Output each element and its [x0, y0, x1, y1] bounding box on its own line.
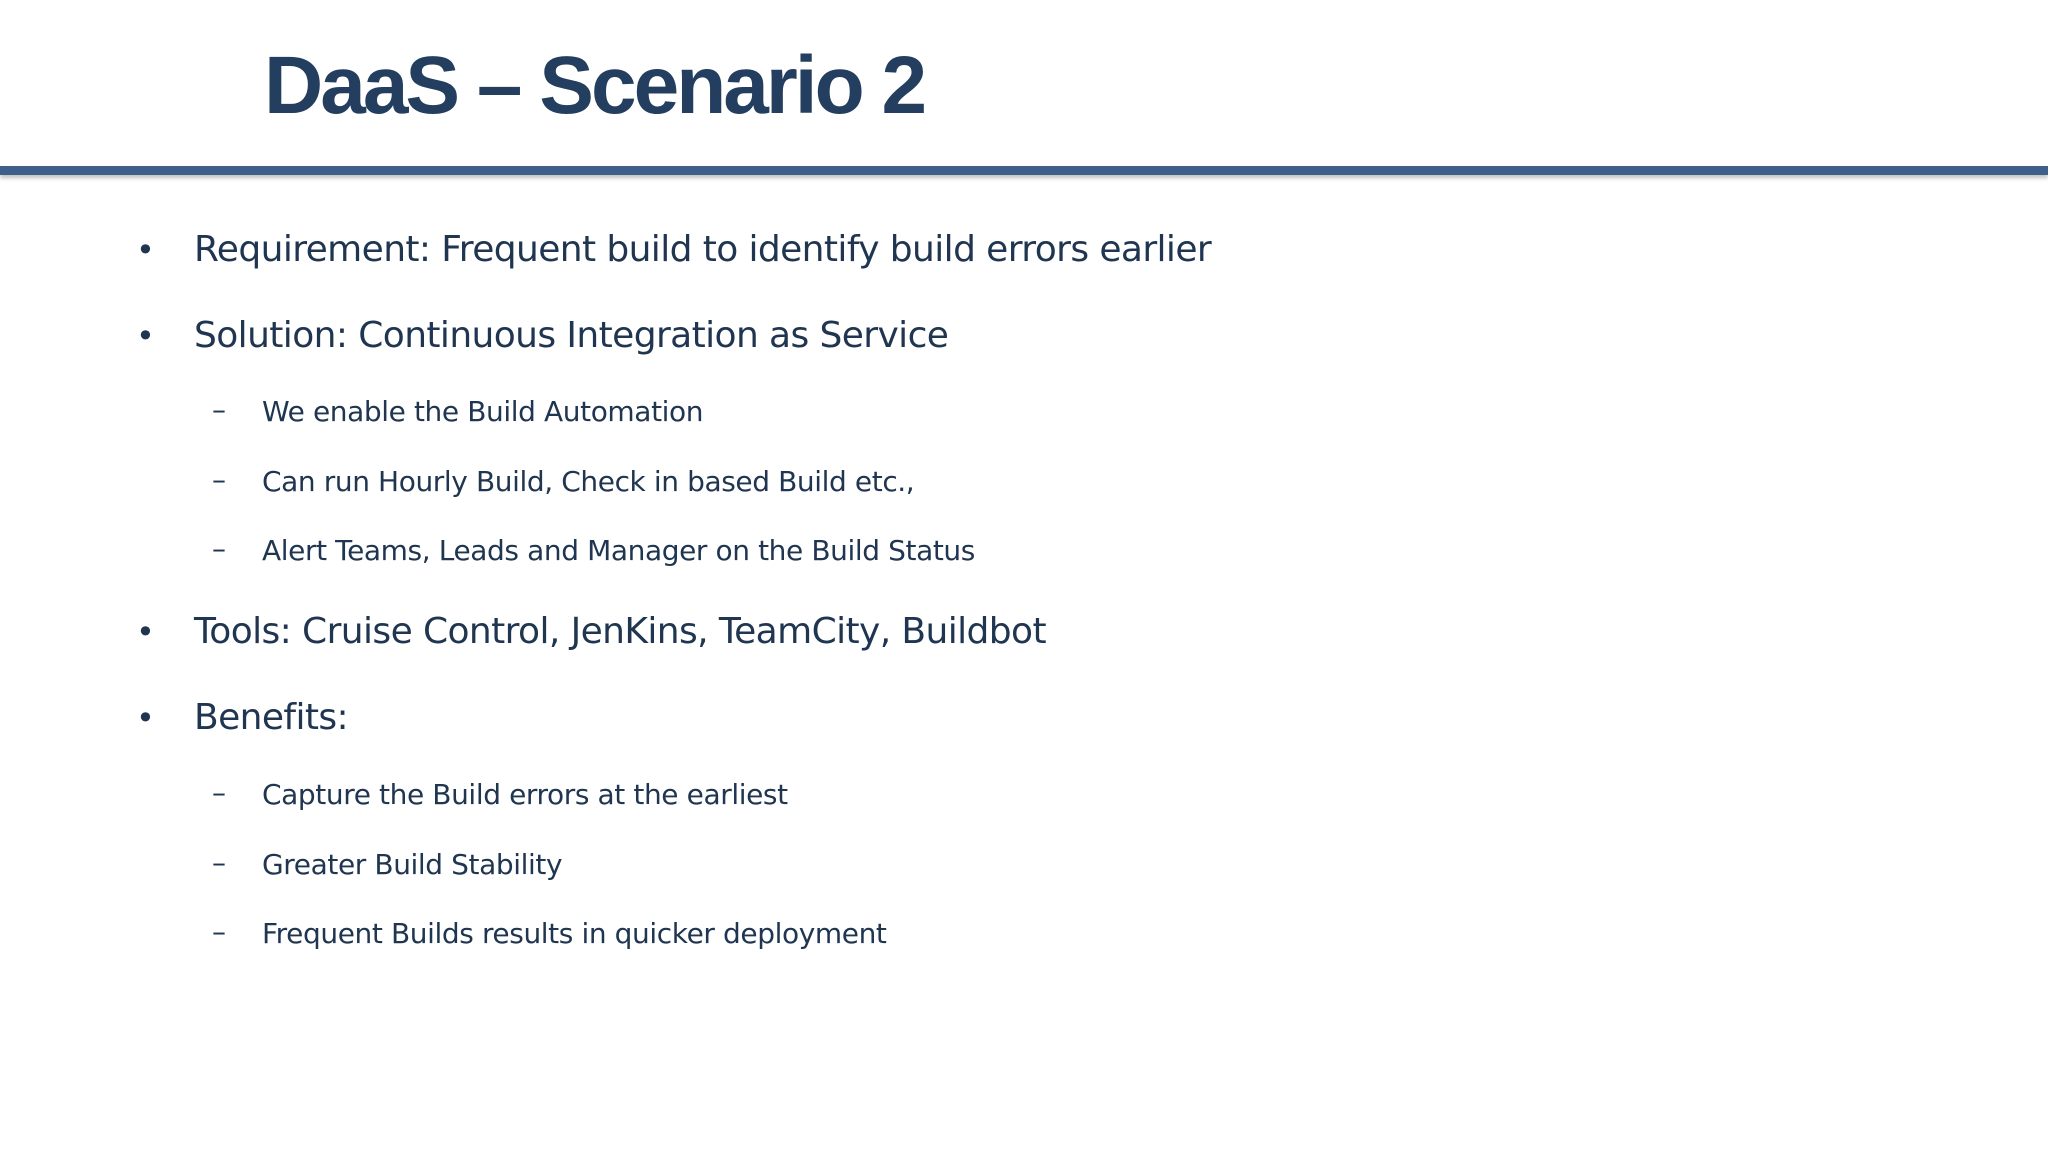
- bullet-marker: •: [136, 699, 155, 737]
- sub-bullet-text: Can run Hourly Build, Check in based Build etc.,: [262, 465, 915, 498]
- bullet-text: Solution: Continuous Integration as Service: [194, 315, 949, 356]
- sub-bullet-marker: –: [212, 776, 226, 809]
- sub-bullet-text: Alert Teams, Leads and Manager on the Build Status: [262, 534, 975, 567]
- sub-bullet-text: We enable the Build Automation: [262, 395, 704, 428]
- bullet-text: Benefits:: [194, 697, 349, 738]
- sub-bullet-text: Greater Build Stability: [262, 848, 563, 881]
- sub-bullet-marker: –: [212, 846, 226, 879]
- bullet-marker: •: [136, 613, 155, 651]
- sub-bullet-marker: –: [212, 915, 226, 948]
- sub-bullet-text: Frequent Builds results in quicker deployment: [262, 917, 887, 950]
- bullet-text: Tools: Cruise Control, JenKins, TeamCity, Buildbot: [194, 611, 1046, 652]
- slide-title: DaaS – Scenario 2: [264, 40, 925, 131]
- sub-bullet-marker: –: [212, 393, 226, 426]
- bullet-marker: •: [136, 317, 155, 355]
- bullet-text: Requirement: Frequent build to identify build errors earlier: [194, 229, 1212, 270]
- bullet-marker: •: [136, 231, 155, 269]
- sub-bullet-marker: –: [212, 463, 226, 496]
- sub-bullet-marker: –: [212, 532, 226, 565]
- sub-bullet-text: Capture the Build errors at the earliest: [262, 778, 788, 811]
